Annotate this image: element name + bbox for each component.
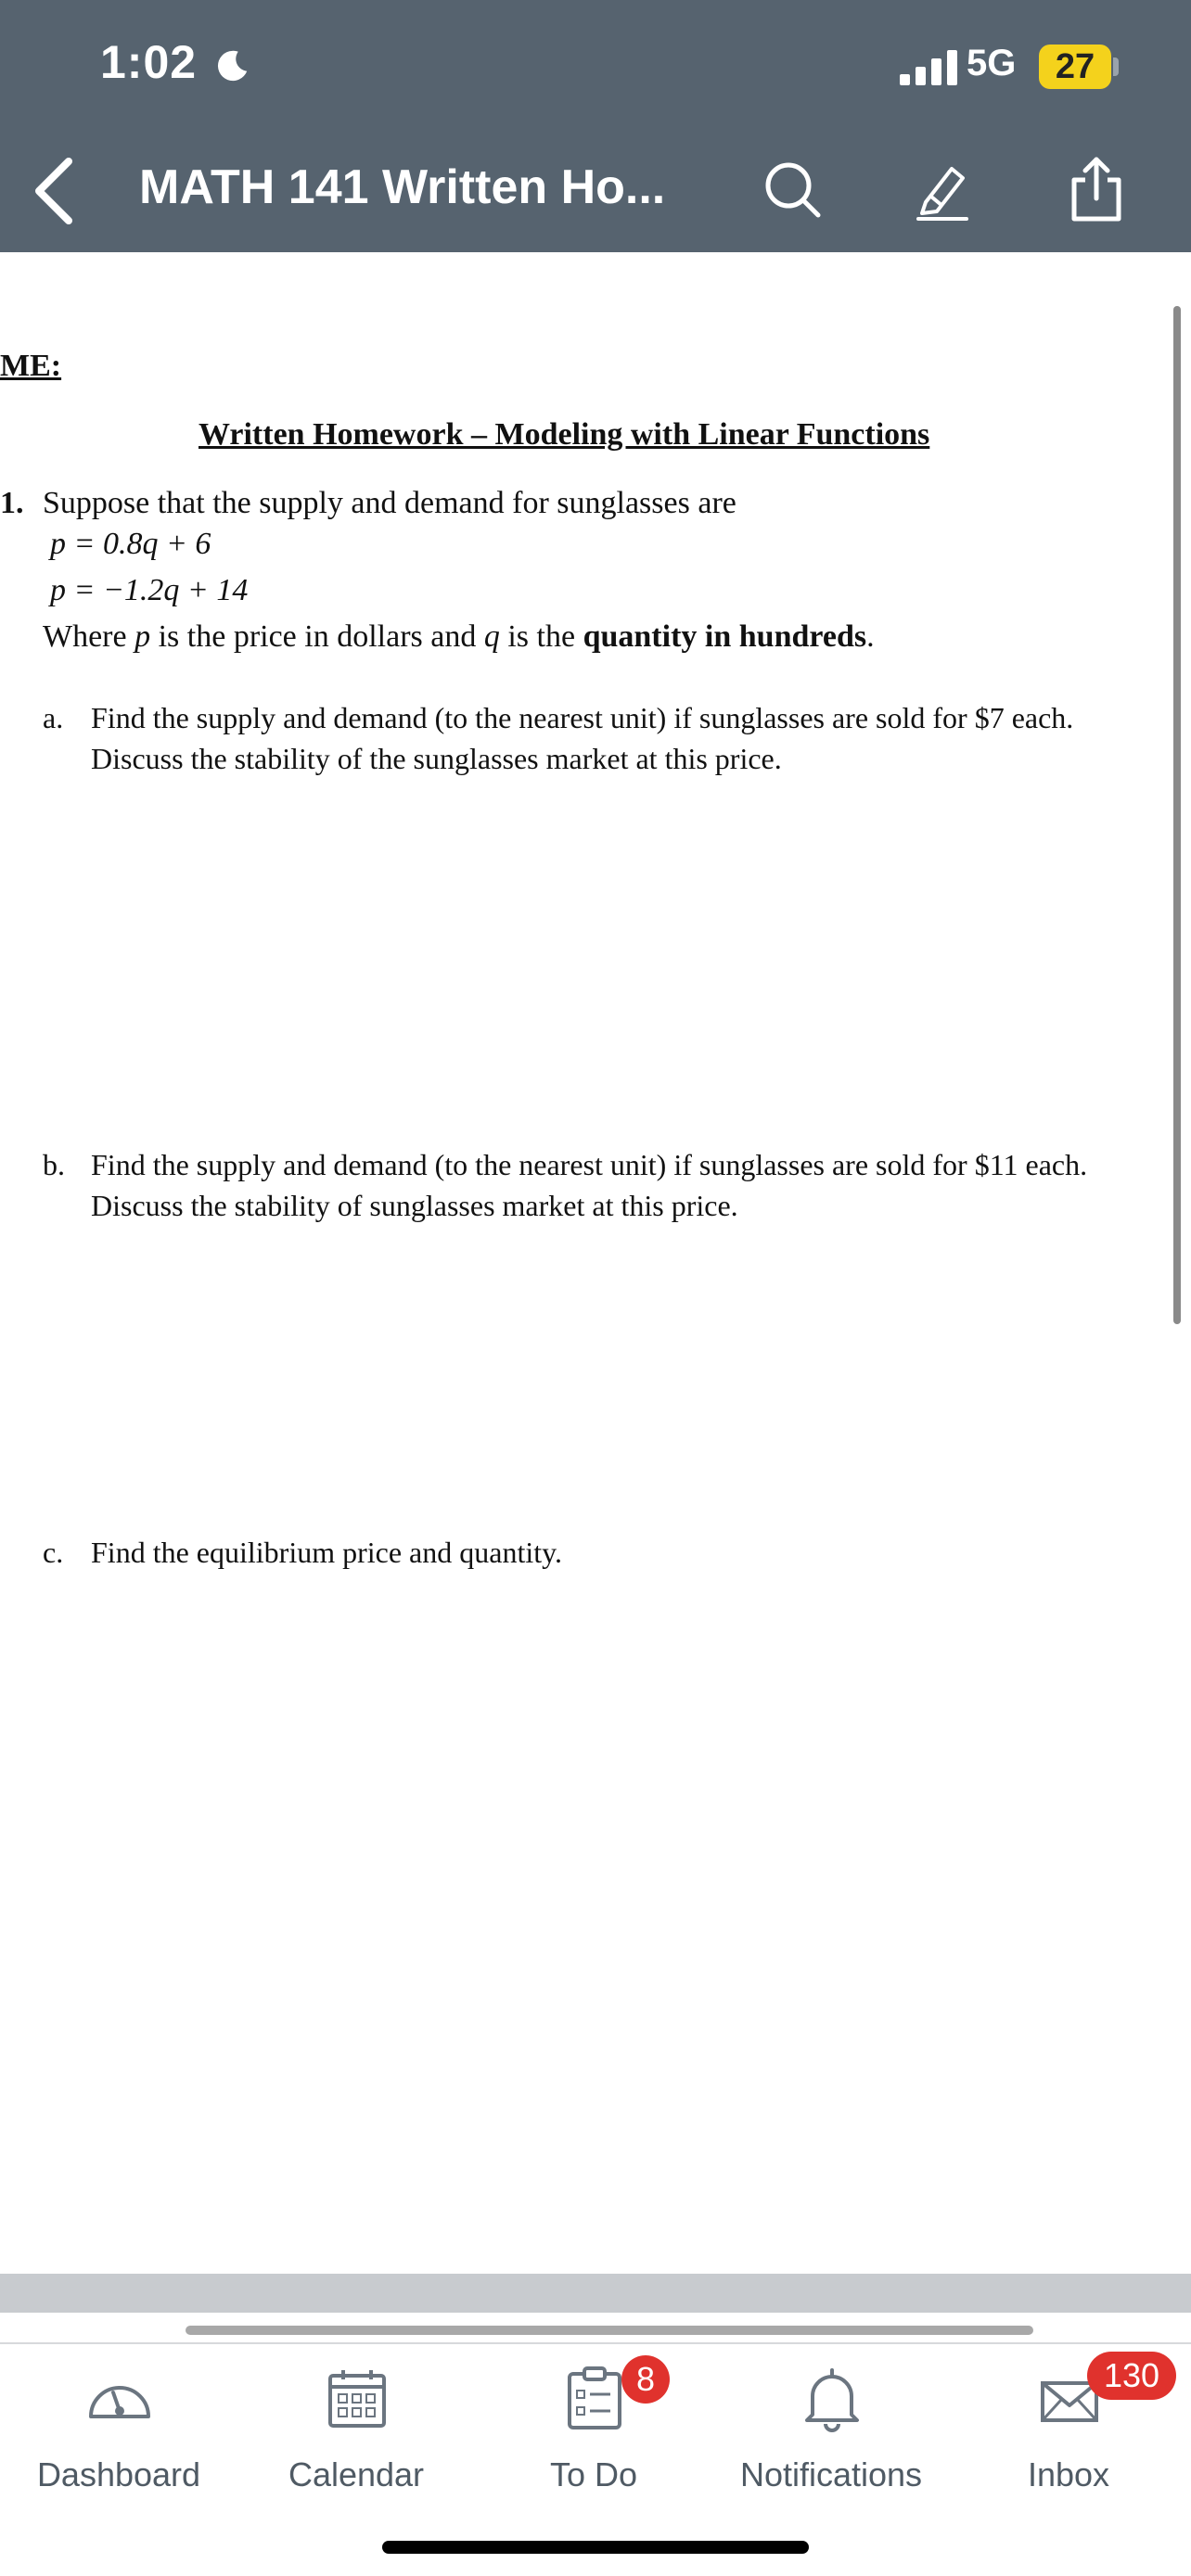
- document-title: Written Homework – Modeling with Linear Functions: [198, 417, 930, 452]
- moon-icon: [215, 48, 250, 83]
- part-b-letter: b.: [43, 1148, 65, 1181]
- vertical-scrollbar[interactable]: [1173, 306, 1181, 1324]
- tab-todo-label: To Do: [549, 2455, 638, 2493]
- where-text-b: is the price in dollars and: [158, 619, 477, 654]
- where-text-c: is the: [507, 619, 576, 654]
- variable-definition: [43, 619, 875, 655]
- status-time: 1:02: [100, 36, 198, 88]
- tab-dashboard[interactable]: [0, 2344, 237, 2530]
- tab-todo[interactable]: [475, 2344, 712, 2530]
- tab-inbox-label: Inbox: [1027, 2455, 1110, 2493]
- part-a-line2: Discuss the stability of the sunglasses market at this price.: [91, 742, 782, 775]
- problem-intro: Suppose that the supply and demand for sunglasses are: [43, 486, 736, 520]
- var-q: q: [483, 619, 500, 654]
- part-c-letter: c.: [43, 1536, 64, 1569]
- todo-icon: [560, 2365, 629, 2433]
- problem-number: 1.: [0, 486, 24, 520]
- name-label: ME:: [0, 349, 62, 383]
- back-chevron-icon[interactable]: [28, 154, 78, 228]
- calendar-icon: [323, 2365, 391, 2433]
- app-header: [0, 0, 1191, 252]
- part-a-line1: Find the supply and demand (to the nearest unit) if sunglasses are sold for $7 each.: [91, 701, 1074, 734]
- tab-dashboard-label: Dashboard: [36, 2455, 201, 2493]
- page-divider: [0, 2274, 1191, 2313]
- battery-level: 27: [1039, 45, 1111, 89]
- search-icon[interactable]: [759, 156, 826, 223]
- horizontal-scrollbar[interactable]: [186, 2326, 1033, 2335]
- document-page[interactable]: [0, 252, 1191, 2274]
- battery-tip: [1113, 57, 1119, 76]
- tab-inbox[interactable]: [950, 2344, 1187, 2530]
- tab-notifications-label: Notifications: [739, 2455, 923, 2493]
- highlighter-icon[interactable]: [909, 156, 976, 223]
- tab-notifications[interactable]: [712, 2344, 950, 2530]
- dashboard-icon: [85, 2365, 154, 2433]
- equation-supply: p = 0.8q + 6: [50, 527, 211, 561]
- todo-badge: 8: [621, 2355, 670, 2404]
- part-c-line1: Find the equilibrium price and quantity.: [91, 1536, 563, 1569]
- tab-calendar-label: Calendar: [288, 2455, 425, 2493]
- signal-icon: [900, 50, 961, 85]
- home-indicator[interactable]: [382, 2541, 809, 2554]
- network-type: 5G: [967, 43, 1017, 83]
- equation-demand: p = −1.2q + 14: [50, 573, 249, 607]
- part-b-line1: Find the supply and demand (to the nearest unit) if sunglasses are sold for $11 each.: [91, 1148, 1088, 1181]
- where-bold: quantity in hundreds: [583, 619, 867, 654]
- part-b-line2: Discuss the stability of sunglasses market at this price.: [91, 1189, 738, 1222]
- where-text-a: Where: [43, 619, 127, 654]
- nav-title: MATH 141 Written Ho...: [139, 160, 666, 214]
- share-icon[interactable]: [1063, 156, 1130, 223]
- part-a-letter: a.: [43, 701, 64, 734]
- bell-icon: [798, 2365, 866, 2433]
- var-p: p: [134, 619, 151, 654]
- inbox-badge: 130: [1087, 2352, 1176, 2400]
- where-end: .: [866, 619, 875, 654]
- tab-calendar[interactable]: [237, 2344, 475, 2530]
